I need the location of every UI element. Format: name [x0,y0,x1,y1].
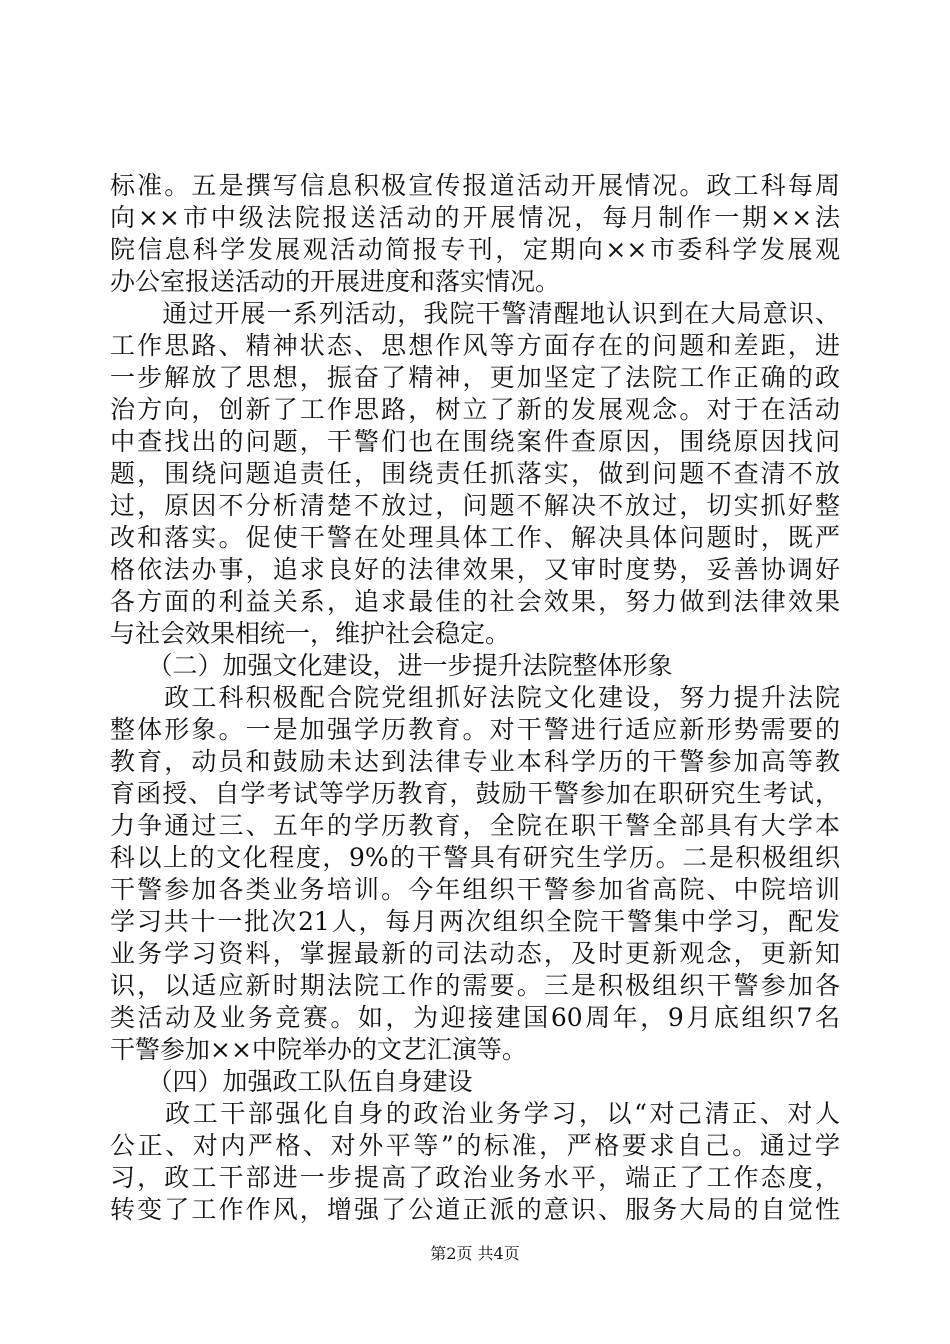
text-line: 政工科积极配合院党组抓好法院文化建设，努力提升法院 [110,683,840,712]
text-line: 改和落实。促使干警在处理具体工作、解决具体问题时，既严 [110,523,840,552]
text-line: 类活动及业务竞赛。如，为迎接建国60周年，9月底组织7名 [110,1003,840,1032]
text-line: 通过开展一系列活动，我院干警清醒地认识到在大局意识、 [110,299,840,328]
text-line: 转变了工作作风，增强了公道正派的意识、服务大局的自觉性 [110,1195,840,1224]
text-line: 题，围绕问题追责任，围绕责任抓落实，做到问题不查清不放 [110,459,840,488]
text-line: 干警参加××中院举办的文艺汇演等。 [110,1035,527,1064]
text-line: 教育，动员和鼓励未达到法律专业本科学历的干警参加高等教 [110,747,840,776]
section-heading: （四）加强政工队伍自身建设 [110,1067,473,1096]
text-line: 与社会效果相统一，维护社会稳定。 [110,619,511,648]
text-line: 一步解放了思想，振奋了精神，更加坚定了法院工作正确的政 [110,363,840,392]
text-line: 标准。五是撰写信息积极宣传报道活动开展情况。政工科每周 [110,171,840,200]
text-line: 学习共十一批次21人，每月两次组织全院干警集中学习，配发 [110,907,840,936]
document-body [110,170,840,1226]
text-line: 习，政工干部进一步提高了政治业务水平，端正了工作态度， [110,1163,840,1192]
section-heading: （二）加强文化建设，进一步提升法院整体形象 [110,651,673,680]
text-line: 业务学习资料，掌握最新的司法动态，及时更新观念，更新知 [110,939,840,968]
text-line: 整体形象。一是加强学历教育。对干警进行适应新形势需要的 [110,715,840,744]
text-line: 识，以适应新时期法院工作的需要。三是积极组织干警参加各 [110,971,840,1000]
text-line: 政工干部强化自身的政治业务学习，以“对己清正、对人 [110,1099,840,1128]
text-line: 科以上的文化程度，9%的干警具有研究生学历。二是积极组织 [110,843,840,872]
text-line: 中查找出的问题，干警们也在围绕案件查原因，围绕原因找问 [110,427,840,456]
text-line: 治方向，创新了工作思路，树立了新的发展观念。对于在活动 [110,395,840,424]
text-line: 公正、对内严格、对外平等”的标准，严格要求自己。通过学 [110,1131,840,1160]
page-number: 第2页 共4页 [430,1244,520,1263]
text-line: 各方面的利益关系，追求最佳的社会效果，努力做到法律效果 [110,587,840,616]
text-line: 院信息科学发展观活动简报专刊，定期向××市委科学发展观 [110,235,840,264]
text-line: 干警参加各类业务培训。今年组织干警参加省高院、中院培训 [110,875,840,904]
text-line: 向××市中级法院报送活动的开展情况，每月制作一期××法 [110,203,840,232]
text-line: 育函授、自学考试等学历教育，鼓励干警参加在职研究生考试， [110,779,840,808]
text-line: 格依法办事，追求良好的法律效果，又审时度势，妥善协调好 [110,555,840,584]
text-line: 力争通过三、五年的学历教育，全院在职干警全部具有大学本 [110,811,840,840]
text-line: 过，原因不分析清楚不放过，问题不解决不放过，切实抓好整 [110,491,840,520]
text-line: 工作思路、精神状态、思想作风等方面存在的问题和差距，进 [110,331,840,360]
text-line: 办公室报送活动的开展进度和落实情况。 [110,267,561,296]
page-footer [0,1244,950,1264]
